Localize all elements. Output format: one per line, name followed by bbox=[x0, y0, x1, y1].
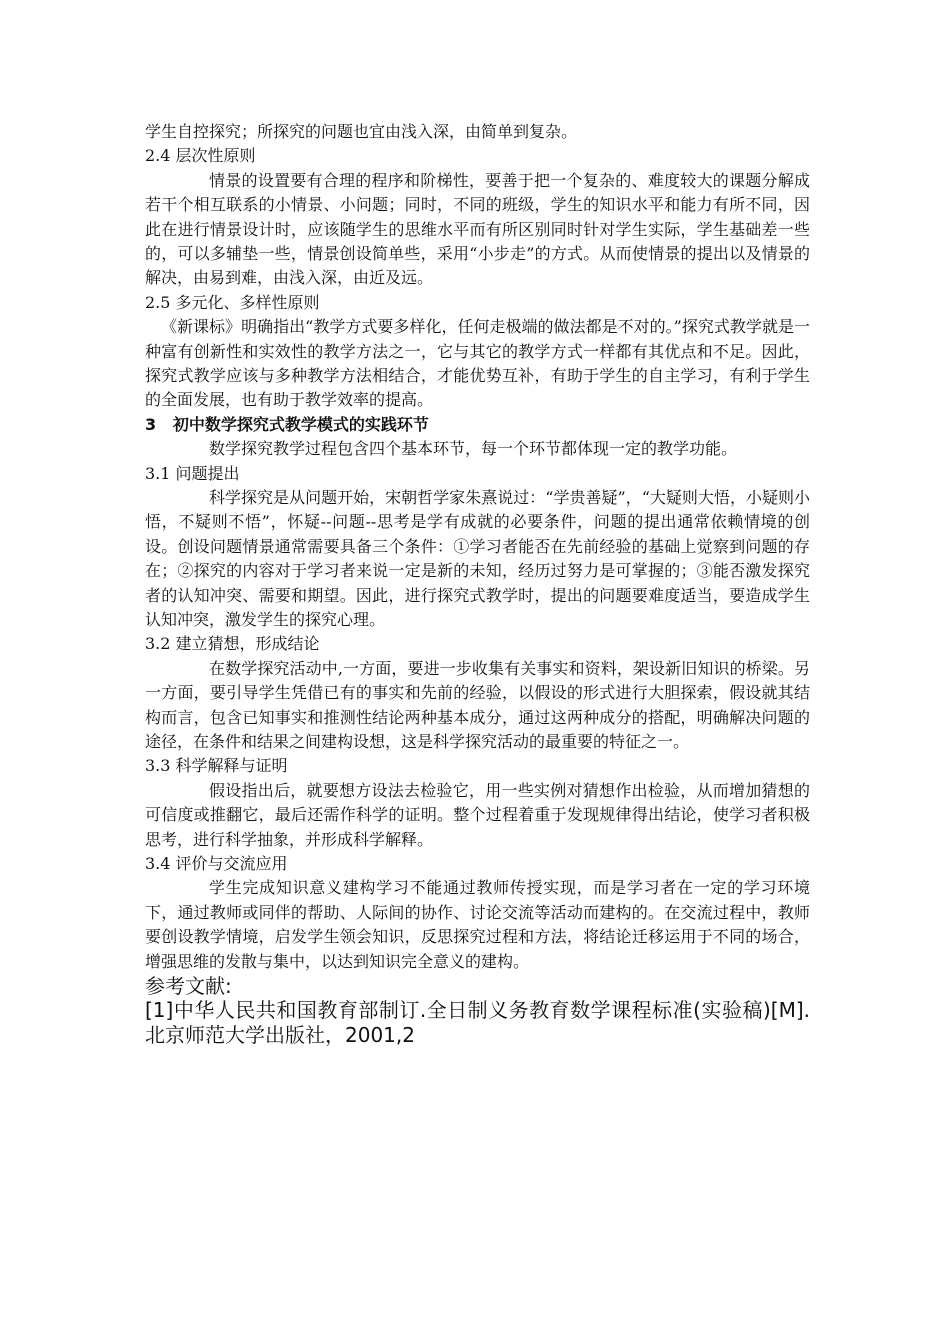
heading-3: 3 初中数学探究式教学模式的实践环节 bbox=[145, 414, 429, 434]
paragraph-continued: 学生自控探究；所探究的问题也宜由浅入深，由简单到复杂。 bbox=[145, 122, 578, 141]
heading-2-4: 2.4 层次性原则 bbox=[145, 146, 256, 166]
paragraph-2-4: 情景的设置要有合理的程序和阶梯性，要善于把一个复杂的、难度较大的课题分解成若干个相互联系的小情景、小问题；同时，不同的班级，学生的知识水平和能力有所不同，因此在进行情景设计时，应该随学生的思维水平而有所区别同时针对学生实际，学生基础差一些的，可以多辅垫一些，情景创设简单些，采用“小步走”的方式。从而使情景的提出以及情景的解决，由易到难，由浅入深，由近及远。 bbox=[145, 170, 810, 288]
reference-item-1: [1]中华人民共和国教育部制订.全日制义务教育数学课程标准(实验稿)[M].北京师范大学出版社，2001,2 bbox=[145, 998, 810, 1048]
heading-2-5: 2.5 多元化、多样性原则 bbox=[145, 292, 320, 312]
paragraph-2-5: 《新课标》明确指出“教学方式要多样化，任何走极端的做法都是不对的。”探究式教学就是一种富有创新性和实效性的教学方法之一，它与其它的教学方式一样都有其优点和不足。因此，探究式教学应该与多种教学方法相结合，才能优势互补，有助于学生的自主学习，有利于学生的全面发展，也有助于教学效率的提高。 bbox=[145, 317, 810, 410]
paragraph-3-2: 在数学探究活动中,一方面，要进一步收集有关事实和资料，架设新旧知识的桥梁。另一方面，要引导学生凭借已有的事实和先前的经验，以假设的形式进行大胆探索，假设就其结构而言，包含已知事实和推测性结论两种基本成分，通过这两种成分的搭配，明确解决问题的途径，在条件和结果之间建构设想，这是科学探究活动的最重要的特征之一。 bbox=[145, 658, 810, 752]
document-page bbox=[145, 120, 810, 1048]
heading-3-2: 3.2 建立猜想，形成结论 bbox=[145, 634, 320, 654]
paragraph-3-4: 学生完成知识意义建构学习不能通过教师传授实现，而是学习者在一定的学习环境下，通过教师或同伴的帮助、人际间的协作、讨论交流等活动而建构的。在交流过程中，教师要创设教学情境，启发学生领会知识，反思探究过程和方法，将结论迁移运用于不同的场合，增强思维的发散与集中，以达到知识完全意义的建构。 bbox=[145, 878, 810, 971]
paragraph-3-1: 科学探究是从问题开始，宋朝哲学家朱熹说过：“学贵善疑”，“大疑则大悟，小疑则小悟，不疑则不悟”，怀疑--问题--思考是学有成就的必要条件，问题的提出通常依赖情境的创设。创设问题情景通常需要具备三个条件：①学习者能否在先前经验的基础上觉察到问题的存在；②探究的内容对于学习者来说一定是新的未知，经历过努力是可掌握的；③能否激发探究者的认知冲突、需要和期望。因此，进行探究式教学时，提出的问题要难度适当，要造成学生认知冲突，激发学生的探究心理。 bbox=[145, 488, 810, 630]
heading-3-3: 3.3 科学解释与证明 bbox=[145, 756, 288, 776]
paragraph-3: 数学探究教学过程包含四个基本环节，每一个环节都体现一定的教学功能。 bbox=[209, 439, 738, 459]
heading-3-4: 3.4 评价与交流应用 bbox=[145, 854, 288, 874]
paragraph-3-3: 假设指出后，就要想方设法去检验它，用一些实例对猜想作出检验，从而增加猜想的可信度或推翻它，最后还需作科学的证明。整个过程着重于发现规律得出结论，使学习者积极思考，进行科学抽象，并形成科学解释。 bbox=[145, 780, 810, 849]
heading-3-1: 3.1 问题提出 bbox=[145, 463, 240, 483]
references-title: 参考文献: bbox=[145, 974, 232, 999]
